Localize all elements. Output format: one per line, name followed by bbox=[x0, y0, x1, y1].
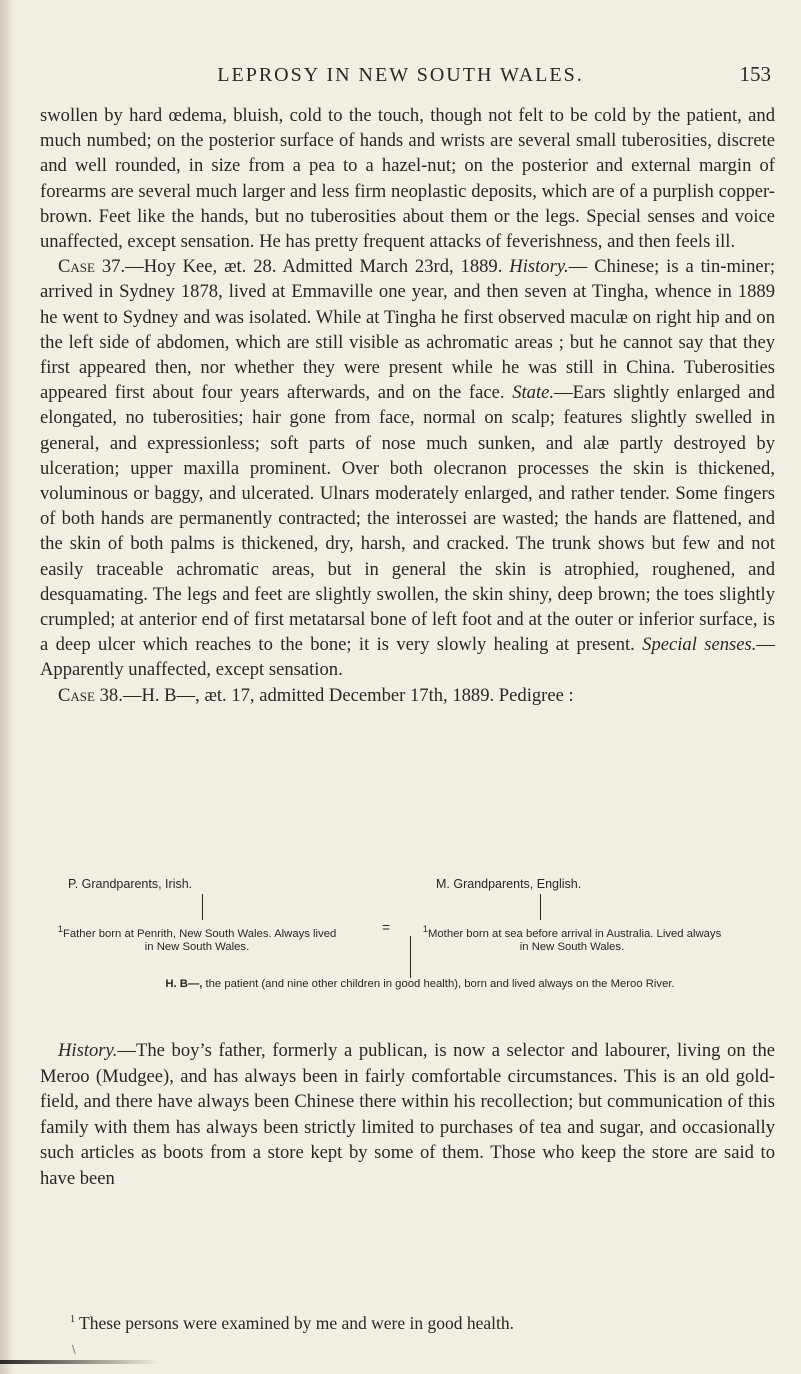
mother-entry bbox=[422, 922, 722, 954]
father-entry bbox=[52, 922, 342, 954]
patient-name: H. B—, bbox=[165, 978, 203, 990]
paragraph-case-37 bbox=[40, 254, 775, 682]
case-37-history: — Chinese; is a tin-miner; arrived in Sydney 1878, lived at Emmaville one year, and then seven at Tingha, whence in 1889 he went to Sydney and was isolated. While at Tingha he first observed maculæ on right hip and on the left side of abdomen, which are still visible as achromatic areas ; but he cannot say that they first appeared then, nor whether they were present while he was still in China. Tuberosities appeared first about four years afterwards, and on the face. bbox=[40, 256, 775, 404]
footnote-text: These persons were examined by me and were in good health. bbox=[75, 1313, 514, 1333]
history-paragraph bbox=[40, 1038, 775, 1192]
descent-line bbox=[410, 936, 411, 978]
patient-description: the patient (and nine other children in good health), born and lived always on the Meroo River. bbox=[202, 978, 675, 990]
case-37-senses-label: Special senses. bbox=[642, 634, 757, 656]
pedigree-maternal bbox=[422, 877, 752, 953]
maternal-connector-line bbox=[540, 894, 541, 920]
patient-entry bbox=[60, 978, 780, 991]
page-bottom-edge bbox=[0, 1360, 160, 1364]
mother-footnote-marker: 1 bbox=[422, 923, 428, 934]
pedigree-paternal bbox=[52, 877, 337, 953]
paragraph-case-38 bbox=[40, 683, 775, 708]
page-header bbox=[0, 60, 801, 90]
history-text: —The boy’s father, formerly a publican, is now a selector and labourer, living on the Meroo (Mudgee), and has always been in fairly comfortable circumstances. This is an old gold-field, and there have always been Chinese there within his recollection; but communication of this family with them has always been strictly limited to purchases of tea and sugar, and occasionally such articles as boots from a store kept by some of them. Those who keep the store are said to have been bbox=[40, 1040, 775, 1189]
running-title: LEPROSY IN NEW SOUTH WALES. bbox=[217, 64, 584, 86]
history-section bbox=[40, 1038, 775, 1192]
marriage-symbol: = bbox=[382, 919, 391, 935]
paternal-connector-line bbox=[202, 894, 203, 920]
paternal-grandparents: P. Grandparents, Irish. bbox=[68, 877, 193, 891]
case-38-label: Case 38. bbox=[58, 684, 123, 706]
paragraph-continued: swollen by hard œdema, bluish, cold to the touch, though not felt to be cold by the patient, and much numbed; on the posterior surface of hands and wrists are several small tuberosities, discrete and well rounded, in size from a pea to a hazel-nut; on the posterior and external margin of forearms are several much larger and less firm neoplastic deposits, which are of a purplish copper-brown. Feet like the hands, but no tuberosities about them or the legs. Special senses and voice unaffected, except sensation. He has pretty frequent attacks of feverishness, and then feels ill. bbox=[40, 105, 775, 253]
pedigree-chart bbox=[40, 878, 775, 1028]
case-37-senses: —Apparently unaffected, except sensation. bbox=[40, 634, 775, 681]
history-label: History. bbox=[58, 1040, 118, 1061]
father-description: Father born at Penrith, New South Wales. Always lived in New South Wales. bbox=[62, 927, 337, 953]
page-number: 153 bbox=[739, 62, 771, 86]
case-37-state-label: State. bbox=[512, 382, 555, 404]
page-gutter-shadow bbox=[0, 0, 14, 1374]
body-text bbox=[40, 103, 775, 708]
case-37-label: Case 37. bbox=[58, 256, 126, 278]
case-37-history-label: History. bbox=[509, 256, 569, 278]
maternal-grandparents: M. Grandparents, English. bbox=[436, 877, 582, 891]
footnote bbox=[40, 1313, 775, 1334]
footnote-marker: 1 bbox=[70, 1314, 75, 1326]
case-37-state: —Ears slightly enlarged and elongated, no tuberosities; hair gone from face, normal on scalp; features slightly swelled in general, and expressionless; soft parts of nose much sunken, and alæ partly destroyed by ulceration; upper maxilla prominent. Over both olecranon processes the skin is thickened, voluminous or baggy, and ulcerated. Ulnars moderately enlarged, and rather tender. Some fingers of both hands are permanently contracted; the interossei are wasted; the hands are flattened, and the skin of both palms is thickened, dry, harsh, and cracked. The trunk shows but few and not easily traceable achromatic areas, but in general the skin is atrophied, roughened, and desquamating. The legs and feet are slightly swollen, the skin shiny, deep brown; the toes slightly crumpled; at anterior end of first metatarsal bone of left foot and at the outer or inferior surface, is a deep ulcer which reaches to the bone; it is very slowly healing at present. bbox=[40, 382, 775, 656]
case-37-intro: —Hoy Kee, æt. 28. Admitted March 23rd, 1889. bbox=[125, 256, 510, 278]
stray-mark: \ bbox=[72, 1343, 76, 1356]
case-38-intro: —H. B—, æt. 17, admitted December 17th, 1889. Pedigree : bbox=[122, 684, 574, 706]
father-footnote-marker: 1 bbox=[57, 923, 63, 934]
mother-description: Mother born at sea before arrival in Australia. Lived always in New South Wales. bbox=[427, 927, 722, 953]
